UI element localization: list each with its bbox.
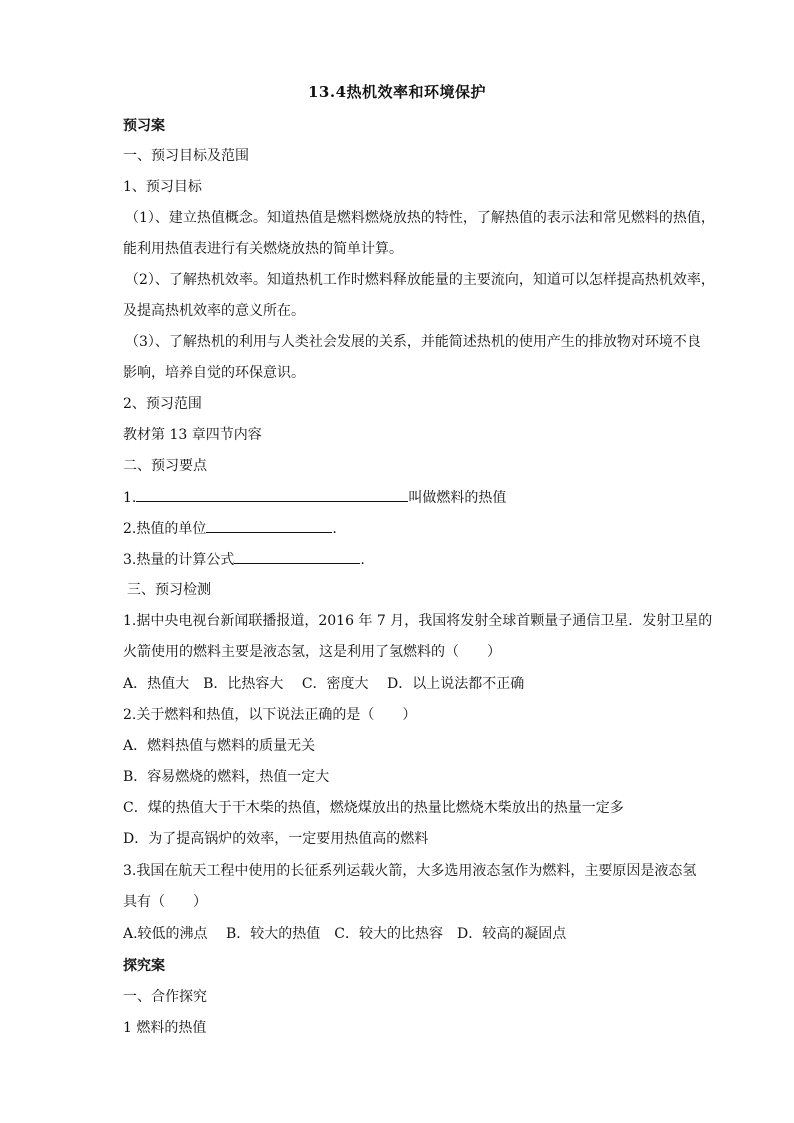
section-heading-goals: 一、预习目标及范围 bbox=[123, 148, 249, 164]
keypoint-1 bbox=[123, 487, 506, 508]
subheading-goals: 1、预习目标 bbox=[123, 179, 202, 195]
question-2-option-b: B．容易燃烧的燃料，热值一定大 bbox=[123, 769, 330, 785]
section-heading-cooperate: 一、合作探究 bbox=[123, 989, 207, 1005]
keypoint-3-blank[interactable] bbox=[234, 549, 360, 564]
question-1-line-2: 火箭使用的燃料主要是液态氢，这是利用了氢燃料的（ ） bbox=[123, 644, 501, 660]
question-3-line-1: 3.我国在航天工程中使用的长征系列运载火箭，大多选用液态氢作为燃料，主要原因是液态氢 bbox=[123, 863, 697, 879]
goal-1-line-2: 能利用热值表进行有关燃烧放热的简单计算。 bbox=[123, 241, 403, 257]
question-1-options: A．热值大 B．比热容大 C．密度大 D．以上说法都不正确 bbox=[123, 676, 525, 692]
page-title: 13.4热机效率和环境保护 bbox=[307, 83, 487, 101]
keypoint-2-suffix: . bbox=[332, 521, 337, 537]
keypoint-2-prefix: 2.热值的单位 bbox=[123, 521, 207, 537]
goal-3-line-1: （3）、了解热机的利用与人类社会发展的关系，并能简述热机的使用产生的排放物对环境不良 bbox=[125, 334, 701, 350]
goal-3-line-2: 影响，培养自觉的环保意识。 bbox=[123, 365, 305, 381]
explore-heading: 探究案 bbox=[123, 958, 165, 974]
question-3-line-2: 具有（ ） bbox=[123, 894, 207, 910]
question-3-options: A.较低的沸点 B．较大的热值 C．较大的比热容 D．较高的凝固点 bbox=[123, 926, 567, 942]
keypoint-2 bbox=[123, 518, 337, 539]
goal-2-line-2: 及提高热机效率的意义所在。 bbox=[123, 303, 305, 319]
subheading-fuel-heat-value: 1 燃料的热值 bbox=[123, 1020, 207, 1036]
keypoint-3-suffix: . bbox=[360, 552, 365, 568]
keypoint-1-blank[interactable] bbox=[136, 487, 408, 502]
question-1-line-1: 1.据中央电视台新闻联播报道，2016 年 7 月，我国将发射全球首颗量子通信卫星．发射卫星的 bbox=[123, 613, 713, 629]
question-2-stem: 2.关于燃料和热值，以下说法正确的是（ ） bbox=[123, 707, 417, 723]
section-heading-keypoints: 二、预习要点 bbox=[123, 458, 207, 474]
section-heading-check: 三、预习检测 bbox=[127, 582, 211, 598]
question-2-option-d: D．为了提高锅炉的效率，一定要用热值高的燃料 bbox=[123, 831, 429, 847]
keypoint-2-blank[interactable] bbox=[206, 518, 332, 533]
goal-2-line-1: （2）、了解热机效率。知道热机工作时燃料释放能量的主要流向，知道可以怎样提高热机效率， bbox=[125, 272, 715, 288]
goal-1-line-1: （1）、建立热值概念。知道热值是燃料燃烧放热的特性，了解热值的表示法和常见燃料的热值， bbox=[125, 210, 715, 226]
keypoint-1-prefix: 1. bbox=[123, 490, 137, 506]
question-2-option-c: C．煤的热值大于干木柴的热值，燃烧煤放出的热量比燃烧木柴放出的热量一定多 bbox=[123, 800, 624, 816]
keypoint-3-prefix: 3.热量的计算公式 bbox=[123, 552, 235, 568]
keypoint-1-suffix: 叫做燃料的热值 bbox=[408, 490, 507, 506]
preview-heading: 预习案 bbox=[123, 118, 165, 134]
range-text: 教材第 13 章四节内容 bbox=[123, 427, 262, 443]
keypoint-3 bbox=[123, 549, 365, 570]
subheading-range: 2、预习范围 bbox=[123, 396, 202, 412]
question-2-option-a: A．燃料热值与燃料的质量无关 bbox=[123, 738, 316, 754]
